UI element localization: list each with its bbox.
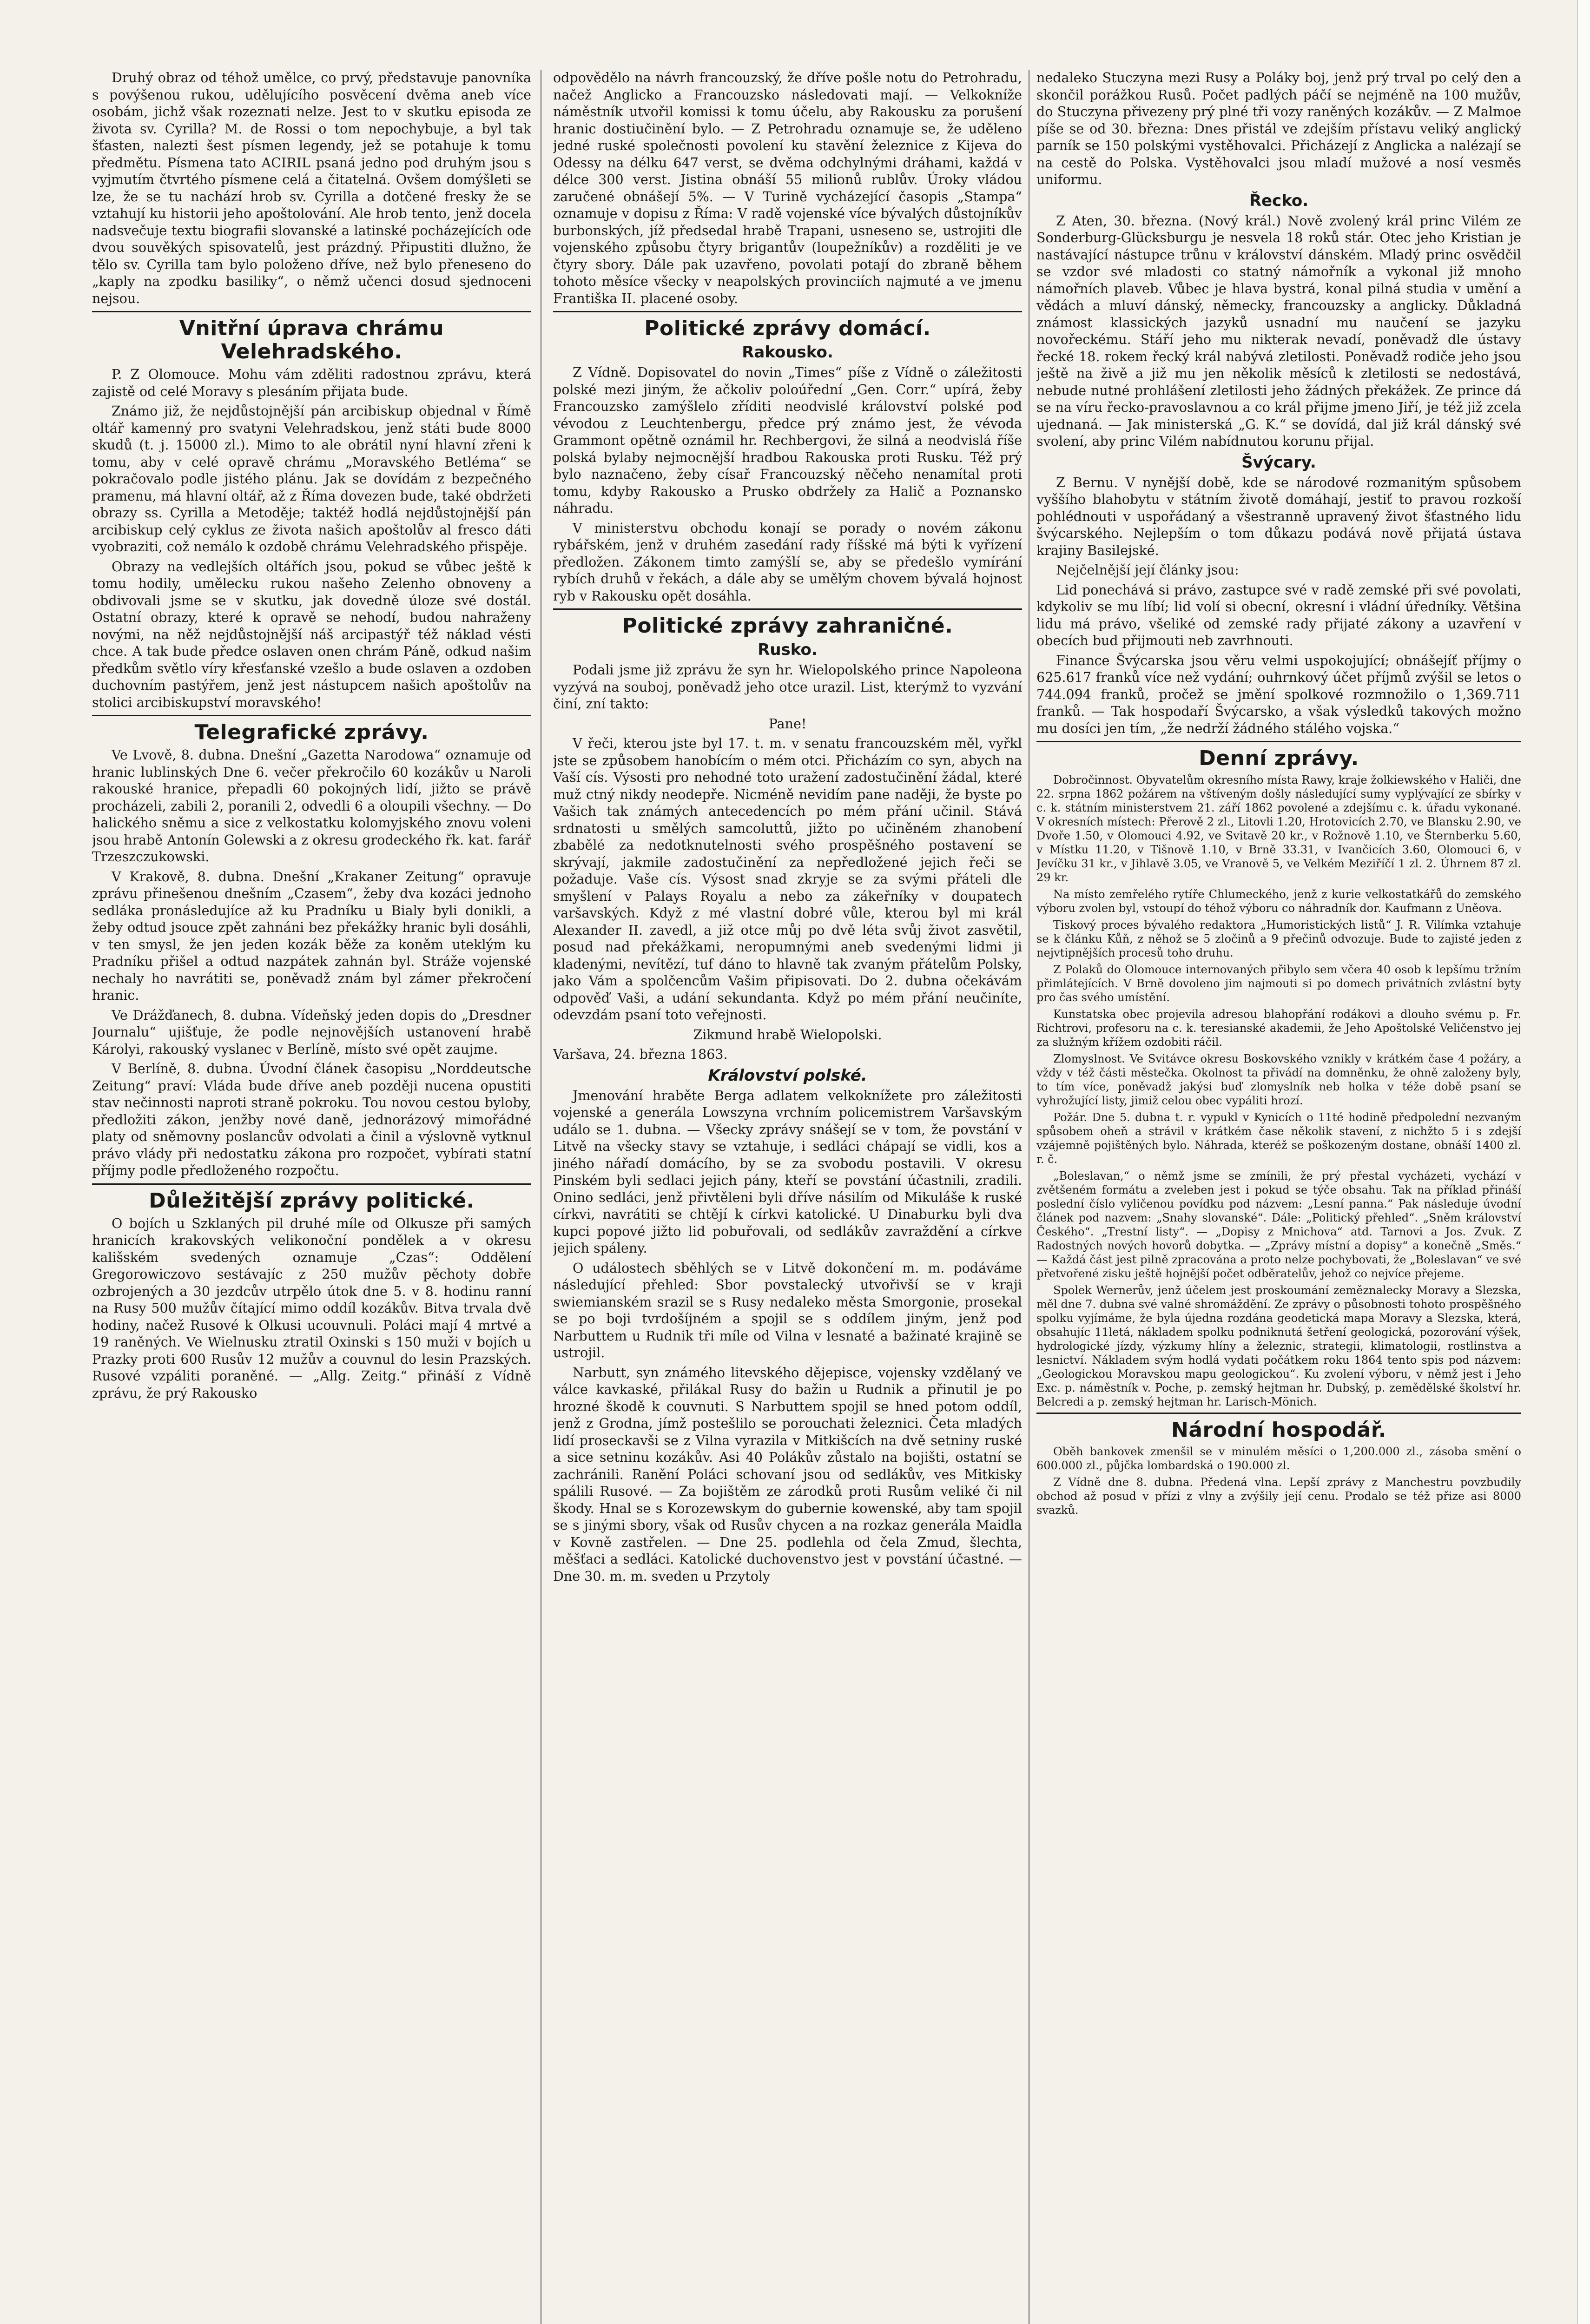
letter-date: Varšava, 24. března 1863. xyxy=(553,1047,728,1062)
article-paragraph: Jmenování hraběte Berga adlatem velkoknížete pro záležitosti vojenské a generála Lowszyna vrchním policemistrem Varšavským událo se 1. dubna. — Všecky zprávy snášejí se v tom, že povstání v Litvě na všecky stavy se vztahuje, i sedláci chápají se vidli, kos a jiného nářadí domácího, by se za svobodu postavili. V okresu Pinském byli sedlaci jejich pány, kteří se povstání účastnili, zradili. Onino sedláci, jenž přivtěleni byli dříve násilím od Mikuláše k ruské církvi, navrátiti se chtějí k církvi katolické. U Dinaburku byli dva kupci popové jižto lid pobuřovali, od sedlákův zavraždění a církve jejich spáleny. xyxy=(553,1088,1022,1256)
subhead-rusko: Rusko. xyxy=(758,640,818,659)
article-paragraph: odpovědělo na návrh francouzský, že dříve pošle notu do Petrohradu, načež Anglicko a Francouzsko následovati mají. — Velkokníže náměstník utvořil komissi k tomu účelu, aby Rakousku za porušení hranic dostiučinění bylo. — Z Petrohradu oznamuje se, že uděleno jedné ruské společnosti povolení ku stavění železnice z Kijeva do Odessy na délku 647 verst, se dvěma odchylnými dráhami, každá v délce 300 verst. Jistina obnáší 55 milionů rublův. Úroky vládou zaručené obnášejí 5%. — V Turině vycházející časopis „Stampa“ oznamuje v dopisu z Říma: V radě vojenské více bývalých důstojníkův burbonských, jíž předsedal hrabě Trapani, usneseno se, ustrojiti dle vojenského způsobu čtyry brigantův (loupežníkův) a rozděliti je ve čtyry sbory. Dále pak uzavřeno, povolati potají do zbraně během tohoto měsíce všecky v neapolských provinciích najmuté a ve jmenu Františka II. placené osoby. xyxy=(553,70,1022,306)
article-paragraph: O bojích u Szklaných pil druhé míle od Olkusze při samých hranicích krakovských velikonoční pondělek a v okresu kališském svedených oznamuje „Czas“: Oddělení Gregorowiczovo sestávajíc z 250 mužův pěchoty dobře ozbrojených a 30 jezdcův utrpělo útok dne 5. v 8. hodinu ranní na Rusy 500 mužův čítající mimo oddíl kozákův. Bitva trvala dvě hodiny, načež Rusové k Olkusi ucouvnuli. Poláci mají 4 mrtvé a 19 raněných. Ve Wielnusku ztratil Oxinski s 150 muži v bojích u Prazky proti 600 Rusův 12 mužův a couvnul do lesin Prazských. Rusové vzpáliti poraněné. — „Allg. Zeitg.“ přináší z Vídně zprávu, že prý Rakousko xyxy=(92,1215,531,1401)
subhead-recko: Řecko. xyxy=(1249,191,1309,210)
subhead-svycary: Švýcary. xyxy=(1241,453,1316,472)
news-item: Na místo zemřelého rytíře Chlumeckého, jenž z kurie velkostatkářů do zemského výboru zvolen byl, vstoupí do téhož výboru co náhradník dor. Kaufmann z Uněova. xyxy=(1036,888,1521,915)
letter-signature: Zikmund hrabě Wielopolski. xyxy=(693,1027,882,1043)
divider xyxy=(92,311,531,312)
news-item: Spolek Wernerův, jenž účelem jest proskoumání zeměznalecky Moravy a Slezska, měl dne 7. dubna své valné shromáždění. Ze zprávy o působnosti tohoto prospěšného spolku vyjímáme, že byla újedna rozdána geodetická mapa Moravy a Slezska, která, obsahujíc 11letá, nákladem spolku podniknutá šetření geologická, pozorování výšek, hydrologické jízdy, výzkumy hlíny a železnic, strategii, klimatologii, rostlinstva a lesnictví. Nákladem svým hodlá vydati počátkem roku 1864 tento spis pod názvem: „Geologickou Moravskou mapu geologickou“. Ku zvolení výboru, v němž jest i Jeho Exc. p. náměstník v. Poche, p. zemský hejtman hr. Dubský, p. zemědělské školství hr. Belcredi a p. zemský hejtman hr. Larisch-Mönich. xyxy=(1036,1284,1521,1408)
article-paragraph: V Krakově, 8. dubna. Dnešní „Krakaner Zeitung“ opravuje zprávu přinešenou dnešním „Czasem“, žeby dva kozáci jednoho sedláka pronásledujíce až ku Pradníku u Bialy byli donikli, a žeby odtud jsouce zpět zahnáni bez překážky hranic byli dosáhli, v ten smysl, že jen jeden kozák běže za koněm uteklým ku Pradníku přišel a odtud nazpátek zahnán byl. Stráže vojenské nechaly ho navrátiti se, poněvadž znám byl zámer překročení hranic. xyxy=(92,869,531,1003)
divider xyxy=(1036,741,1521,742)
article-paragraph: Ve Drážďanech, 8. dubna. Vídeňský jeden dopis do „Dresdner Journalu“ ujišťuje, že podle nejnovějších ustanovení hrabě Károlyi, rakouský vyslanec v Berlíně, místo své opět zaujme. xyxy=(92,1007,531,1057)
article-paragraph: Z Aten, 30. března. (Nový král.) Nově zvolený král princ Vilém ze Sonderburg-Glücksburgu je nesvela 18 roků stár. Otec jeho Kristian je nastávající nástupce trůnu v království dánském. Mladý princ osvědčil se vzdor své mladosti co statný námořník a vykonal již mnoho námořních plaveb. Vůbec je hlava bystrá, konal pilná studia v umění a vědách a mluví dánský, německy, francouzsky a anglicky. Důkladná známost klassických jazyků usnadní mu naučení se jazyku novořeckému. Stáří jeho mu nikterak nevadí, poněvadž dle ústavy řecké 18. rokem řecký král nabývá zletilosti. Poněvadž rodiče jeho jsou ještě na živě a již mu jen několik měsíců k zletilosti se nedostává, nebude nutné prohlášení zletilosti jeho žádných překážek. Ze prince dá se na víru řecko-pravoslavnou a co král přijme jmeno Jiří, je též již zcela ujednaná. — Jak ministerská „G. K.“ se dovídá, dal již král dánský své svolení, aby princ Vilém nabídnutou korunu přijal. xyxy=(1036,213,1521,449)
article-paragraph: Finance Švýcarska jsou věru velmi uspokojující; obnášejíť příjmy o 625.617 franků více než vydání; ouhrnkový účet příjmů zvýšil se letos o 744.094 franků, pročež se jmění spolkové rozmnožilo o 1,369.711 franků. — Tak hospodaří Švýcarsko, a však výsledků takových možno mu dosíci jen tím, „že nedrží žádného stálého vojska.“ xyxy=(1036,653,1521,736)
headline-domaci: Politické zprávy domácí. xyxy=(644,317,931,340)
divider xyxy=(553,608,1022,610)
headline-telegraf: Telegrafické zprávy. xyxy=(194,720,429,744)
headline-denni: Denní zprávy. xyxy=(1199,746,1359,770)
page-edge xyxy=(1577,0,1590,2324)
article-paragraph: Známo již, že nejdůstojnější pán arcibiskup objednal v Římě oltář kamenný pro svatyni Velehradskou, jenž státi bude 8000 skudů (t. j. 15000 zl.). Mimo to ale obrátil nyní hlavní zřeni k tomu, aby v celé opravě chrámu „Moravského Betléma“ se pokračovalo podle jistého plánu. Jak se dovídám z bezpečného pramenu, má hlavní oltář, až z Říma dovezen bude, také obdržeti obrazy ss. Cyrilla a Metoděje; taktéž hodlá nejdůstojnější pán arcibiskup celý cyklus ze života našich apoštolův al fresco dáti vyobraziti, což nemálo k ozdobě chrámu Velehradského přispěje. xyxy=(92,403,531,555)
article-paragraph: Lid ponechává si právo, zastupce své v radě zemské při své povolati, kdykoliv se mu líbí; lid volí si obecní, okresní i vládní úředníky. Většina lidu má právo, všeliké od zemské rady přijaté zákony a uzavření v obecích bud přijmouti neb zavrhnouti. xyxy=(1036,582,1521,648)
news-item: Z Polaků do Olomouce internovaných přibylo sem včera 40 osob k lepšímu tržním přimlátejících. V Brně dovoleno jim najmouti si po domech privátních zvlástní byty pro čas svého umístění. xyxy=(1036,963,1521,1004)
headline-zahranicni: Politické zprávy zahraničné. xyxy=(622,614,953,638)
column-2 xyxy=(553,70,1022,2324)
article-paragraph: O událostech sběhlých se v Litvě dokončení m. m. podáváme následující přehled: Sbor povstalecký utvořivší se v kraji swiemianském srazil se s Rusy nedaleko města Smorgonie, prosekal se po boji tvrdošíjném a spojil se s oddílem jiným, jenž pod Narbuttem u Rudnik tři míle od Vilna v lesnaté a bažinaté krajině se ustrojil. xyxy=(553,1260,1022,1360)
subhead-polske: Království polské. xyxy=(708,1066,867,1085)
letter-salutation: Pane! xyxy=(768,716,807,732)
article-paragraph: V Berlíně, 8. dubna. Úvodní článek časopisu „Norddeutsche Zeitung“ praví: Vláda bude dříve aneb později nucena opustiti stav nečinnosti naproti straně pokroku. Tou novou cestou byloby, předložiti zákon, jenžby nové daně, jednorázový mimořádné platy od sněmovny poslancův odvolati a činil a výslovně vytknul právo vlády při nedostatku zákona pro rozpočet, vybírati statní příjmy podle předloženého rozpočtu. xyxy=(92,1061,531,1178)
divider xyxy=(1036,1413,1521,1414)
article-paragraph: Narbutt, syn známého litevského dějepisce, vojensky vzdělaný ve válce kavkaské, přilákal Rusy do bažin u Rudnik a přinutil je po hrozné škodě k couvnuti. S Narbuttem spojil se hned potom oddíl, jenž z Grodna, jímž postešlilo se porouchati železnici. Četa mladých lidí proseckavši se z Vilna vyrazila v Mitkišcích na dvě setniny ruské a sice setninu kozákův. Asi 40 Polákův zůstalo na bojišti, ostatní se zachránili. Ranění Poláci schovaní jsou od sedlákův, ves Mitkisky spálili Rusové. — Za bojištěm ze zárodků proti Rusům veliké či nil škody. Hnal se s Korozewskym do gubernie kowenské, aby tam spojil se s jinými sbory, však od Rusův chycen a na rozkaz generála Maidla v Kovně zastřelen. — Dne 25. podlehla od čela Zmud, šlechta, měšťaci a sedláci. Katolické duchovenstvo jest v povstání účastné. — Dne 30. m. m. sveden u Przytoly xyxy=(553,1365,1022,1584)
article-paragraph: nedaleko Stuczyna mezi Rusy a Poláky boj, jenž prý trval po celý den a skončil porážkou Rusů. Počet padlých páčí se nejméně na 100 mužův, do Stuczyna přivezeny prý plné tři vozy raněných kozákův. — Z Malmoe píše se od 30. března: Dnes přistál ve zdejším přístavu veliký anglický parník se 150 polskými vystěhovalci. Přicházejí z Anglicka a nalézají se na cestě do Polska. Vystěhovalci jsou mladí mužové a nosí vesměs uniformu. xyxy=(1036,70,1521,187)
article-paragraph: Z Bernu. V nynější době, kde se národové rozmanitým spůsobem vyššího blahobytu v státním životě domáhají, jestiť to pravou rozkoší pohlédnouti v uspořádaný a všestranně upravený život šťastného lidu švýcarského. Nejlepším o tom důkazu podává nově přijatá ústava krajiny Basilejské. xyxy=(1036,475,1521,558)
article-paragraph: V řeči, kterou jste byl 17. t. m. v senatu francouzském měl, vyřkl jste se způsobem hanobícím o mém otci. Přicházím co syn, abych na Vaší cís. Výsosti pro nehodné toto uražení zadostučinění žádal, které muž ctný nikdy neodepře. Nicméně nevidím pane naději, že byste po Vašich tak známých antecedencích po mém přání učinil. Stává srdnatosti u smělých samcoluttů, jižto po učiněném zhanobení zbabělé za nedotknutelnosti svého prospěšného postavení se skrývají, jakmile zadostučinění za nepředložené jejich řeči se požaduje. Vaše cís. Výsost snad zkryje se za svými přáteli dle smyšlení v Palays Royalu a nebo za zákeřníky v doupatech varšavských. Když z mé vlastní dobré vůle, kterou byl mi král Alexander II. zavedl, a již otce můj po dvě léta svůj život zasvětil, posud nad překážkami, neropumnými aneb svedenými lidmi ji kladenými, nevítězí, tuf dáno to hlavně tak zvaným přátelům Polsky, jako Vám a spolčencům Vašim připisovati. Do 2. dubna očekávám odpověď Vaši, a udání sekundanta. Když po mém přání neučiníte, odevzdám psaní toto veřejnosti. xyxy=(553,736,1022,1023)
divider xyxy=(92,1183,531,1185)
column-1 xyxy=(92,70,531,2324)
news-item: „Boleslavan,“ o němž jsme se zmínili, že prý přestal vycházeti, vychází v zvětšeném formátu a zveleben jest i pokud se týče obsahu. Tak na příklad přináší poslední číslo vyličenou povídku pod názvem: „Lesní panna.“ Pak následuje úvodní článek pod nazvem: „Snahy slovanské“. Dále: „Politický přehled“. „Sněm království Českého“. „Trestní listy“. — „Dopisy z Mnichova“ atd. Tarnovi a Jos. Zvuk. Z Radostných nových hovorů dobytka. — „Zprávy místní a dopisy“ a konečně „Směs.“ — Každá část jest pilně zpracována a proto nelze pochybovati, že „Boleslavan“ ve své přetvořené zisku ještě hojnější počet odběratelův, jehož co nejvíce přejeme. xyxy=(1036,1169,1521,1280)
divider xyxy=(92,715,531,716)
headline-velehrad: Vnitřní úprava chrámu Velehradského. xyxy=(179,317,444,363)
article-paragraph: Obrazy na vedlejších oltářích jsou, pokud se vůbec ještě k tomu hodily, umělecku rukou našeho Zelenho obnoveny a obdivovali jsme se v skutku, jak dovedně úloze své dostál. Ostatní obrazy, které k opravě se nehodí, budou nahraženy novými, na něž nejdůstojnější náš arcipastýř též náklad vésti chce. A tak bude předce oslaven onen chrám Páně, odkud našim předkům světlo víry křesťanské vzešlo a bude oslaven a ozdoben duchovním pastýřem, jenž jest nástupcem našich apoštolův na stolici arcibiskupství moravského! xyxy=(92,559,531,710)
article-paragraph: V ministerstvu obchodu konají se porady o novém zákonu rybářském, jenž v druhém zasedání rady říšské má býti k vyřízení předložen. Zákonem timto zamýšlí se, aby se předešlo vymírání rybích druhů v řekách, a dále aby se umělým chovem bývalá hojnost ryb v Rakousku opět dosáhla. xyxy=(553,520,1022,604)
news-item: Kunstatska obec projevila adresou blahopřání rodákovi a dlouho svému p. Fr. Richtrovi, profesoru na c. k. teresianské akademii, že Jeho Apoštolské Veličenstvo jej za služným křížem ozdobiti ráčil. xyxy=(1036,1008,1521,1049)
news-item: Zlomyslnost. Ve Svitávce okresu Boskovského vznikly v krátkém čase 4 požáry, a vždy v též části městečka. Okolnost ta přivádí na domněnku, že ohně založeny byly, to tím více, poněvadž jakýsi buď zlomyslník neb holka v téže době psaní se vyhrožující listy, jimiž celou obec vypáliti hrozí. xyxy=(1036,1052,1521,1107)
news-item: Oběh bankovek zmenšil se v minulém měsíci o 1,200.000 zl., zásoba smění o 600.000 zl., půjčka lombardská o 190.000 zl. xyxy=(1036,1445,1521,1472)
article-paragraph: Podali jsme již zprávu že syn hr. Wielopolského prince Napoleona vyzývá na souboj, poněvadž jeho otce urazil. List, kterýmž to vyzvání činí, zní takto: xyxy=(553,662,1022,712)
news-item: Tiskový proces bývalého redaktora „Humoristických listů“ J. R. Vilímka vztahuje se k článku Kůň, z něhož se 5 zločinů a 9 přečinů odvozuje. Bude to zajisté jeden z nejvtipnějších procesů toho druhu. xyxy=(1036,918,1521,959)
column-3 xyxy=(1036,70,1521,2324)
news-item: Požár. Dne 5. dubna t. r. vypukl v Kynicích o 11té hodině předpolední nezvaným spůsobem oheň a strávil v krátkém čase několik stavení, z nichžto 5 i s zdejší vzájemně pojištěných bylo. Náhrada, kteréž se poškozeným dostane, obnáší 1400 zl. r. č. xyxy=(1036,1111,1521,1166)
divider xyxy=(553,311,1022,312)
article-paragraph: Nejčelnější její články jsou: xyxy=(1056,562,1239,578)
article-paragraph: Ve Lvově, 8. dubna. Dnešní „Gazetta Narodowa“ oznamuje od hranic lublinských Dne 6. večer překročilo 60 kozákův u Naroli rakouské hranice, přepadli 60 pokojných lidí, jižto se právě procházeli, zabili 2, poranili 2, odvedli 6 a oloupili všechny. — Do halického sněmu a sice z velkostatku kolomyjského znovu voleni jsou hrabě Antonín Golewski a z okresu grodeckého řk. kat. farář Trzeszczukowski. xyxy=(92,747,531,865)
headline-dulezitejsi: Důležitější zprávy politické. xyxy=(149,1188,475,1213)
article-paragraph: P. Z Olomouce. Mohu vám zděliti radostnou zprávu, která zajistě od celé Moravy s plesáním přijata bude. xyxy=(92,367,531,399)
subhead-rakousko: Rakousko. xyxy=(742,343,833,362)
headline-narodni: Národní hospodář. xyxy=(1171,1418,1386,1442)
article-paragraph: Druhý obraz od téhož umělce, co prvý, představuje panovníka s povýšenou rukou, udělujícího posvěcení dvěma aneb více osobám, jichž však rozeznati nelze. Jest to v skutku episoda ze života sv. Cyrilla? M. de Rossi o tom nepochybuje, a byl tak šťasten, nalezti šest písmen legendy, jež se potahuje k tomu předmětu. Písmena tato ACIRIL psaná jedno pod druhým jsou s vyjmutím čtvrtého písmene celá a čitatelná. Ovšem domýšleti se lze, že se tu nachází hrob sv. Cyrilla a dotčené fresky že se vztahují ku historii jeho apoštolování. Ale hrob tento, jenž docela nadsvečuje textu biografii slovanské a latinské pocházejících ode dvou souvěkých spisovatelů, jest prázdný. Připustiti dlužno, že tělo sv. Cyrilla tam bylo položeno dříve, než bylo přeneseno do „kaply na zpodku basiliky“, o němž učenci dosud sjednoceni nejsou. xyxy=(92,70,531,306)
article-paragraph: Z Vídně. Dopisovatel do novin „Times“ píše z Vídně o záležitosti polské mezi jiným, že ačkoliv poloúřední „Gen. Corr.“ upírá, žeby Francouzsko zamýšlelo zříditi neodvislé království polské pod vévodou z Leuchtenbergu, předce prý známo jest, že vévoda Grammont opětně oznámil hr. Rechbergovi, že silná a neodvislá říše polská bylaby nejmocnější hradbou Rakouska proti Rusku. Též prý bylo naznačeno, žeby císař Francouzský něčeho nenamítal proti tomu, kdyby Rakousko a Prusko obdržely za Halič a Poznansko náhradu. xyxy=(553,365,1022,516)
news-item: Z Vídně dne 8. dubna. Předená vlna. Lepší zprávy z Manchestru povzbudily obchod až posud v přízi z vlny a zvýšily její cenu. Prodalo se též přize asi 8000 svazků. xyxy=(1036,1476,1521,1517)
news-item: Dobročinnost. Obyvatelům okresního místa Rawy, kraje žolkiewského v Haliči, dne 22. srpna 1862 požárem na vštíveným došly následující sumy vyplývající ze sbírky v c. k. státním ministerstvem 21. září 1862 povolené a zdejšímu c. k. úřadu vykonané. V okresních místech: Přerově 2 zl., Litovli 1.20, Hrotovicích 2.70, ve Blansku 2.90, ve Dvoře 1.50, v Olomouci 4.92, ve Svitavě 20 kr., v Rožnově 1.10, ve Šternberku 5.60, v Místku 11.20, v Tišnově 1.10, v Brně 33.31, v Ivančicích 3.60, Olomouci 6, v Jevíčku 31 kr., v Jihlavě 3.05, ve Vranově 5, ve Velkém Meziříčí 1 zl. 2. Úhrnem 87 zl. 29 kr. xyxy=(1036,773,1521,884)
